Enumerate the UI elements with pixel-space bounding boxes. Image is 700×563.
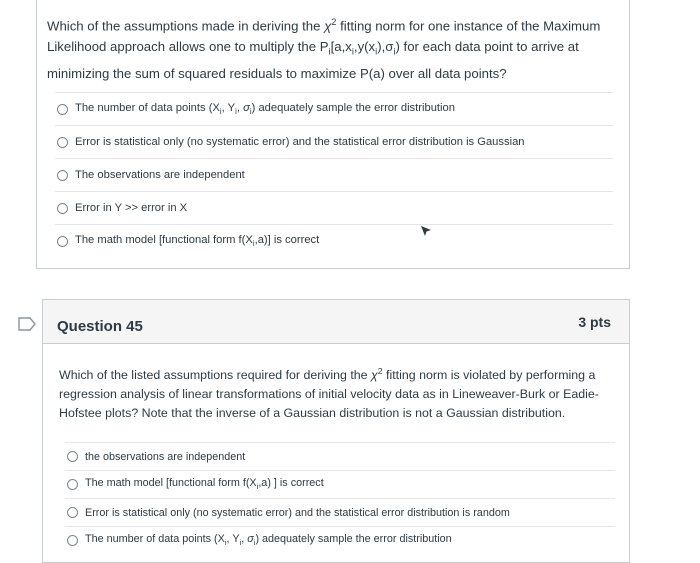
superscript: 2 [377, 366, 383, 376]
answer-option[interactable] [55, 191, 613, 224]
expr: ,y(x [353, 39, 376, 55]
answer-label: The observations are independent [75, 169, 245, 181]
question-header [43, 300, 629, 344]
answer-label: Error is statistical only (no systematic error) and the statistical error distribution is random [85, 506, 510, 519]
radio-button[interactable] [57, 203, 68, 214]
subscript: i [351, 47, 354, 58]
answer-option[interactable] [55, 158, 613, 191]
chi-symbol: χ [371, 368, 378, 383]
stem-text: fitting norm is violated by performing a regression analysis of linear transformations of initial velocity data as in Lineweaver-Burk or Eadie-Hofstee plots? Note that the inverse of a Gaussian distribution is not a Gaussian distribution. [59, 368, 599, 421]
stem-text: over all data points? [384, 66, 507, 82]
question-45-stem [59, 362, 615, 423]
answer-option[interactable] [55, 125, 613, 158]
answer-option[interactable] [65, 526, 615, 554]
expr: [a,x [330, 39, 352, 55]
radio-button[interactable] [67, 535, 78, 546]
subscript: i [375, 47, 378, 58]
stem-text: Which of the listed assumptions required for deriving the [59, 368, 371, 383]
expr: ) [395, 39, 400, 55]
question-44-stem [47, 12, 617, 84]
expr: ),σ [377, 39, 394, 55]
chi-symbol: χ [324, 18, 332, 34]
radio-button[interactable] [57, 104, 68, 115]
answer-option[interactable] [55, 92, 613, 125]
radio-button[interactable] [67, 451, 78, 462]
superscript: 2 [331, 17, 337, 27]
answer-label: The math model [functional form $f(X_i,a)$] is correct [75, 233, 320, 249]
answer-option[interactable] [65, 498, 615, 526]
question-45-answers [65, 442, 615, 554]
mouse-cursor-icon [420, 225, 432, 237]
radio-button[interactable] [67, 479, 78, 490]
radio-button[interactable] [57, 236, 68, 247]
flag-question-icon[interactable] [18, 317, 36, 331]
question-points: 3 pts [578, 314, 611, 330]
answer-option[interactable] [55, 224, 613, 257]
question-44-answers [55, 92, 613, 257]
answer-label: The math model [functional form $f(X_i,a)$ ] is correct [85, 477, 324, 492]
answer-option[interactable] [65, 442, 615, 470]
question-44-card [36, 0, 630, 269]
p-symbol: P [319, 39, 329, 55]
answer-label: Error in Y >> error in X [75, 202, 188, 214]
stem-text: for each data point to arrive at minimizing the sum of squared residuals to maximize [47, 39, 579, 82]
radio-button[interactable] [57, 170, 68, 181]
radio-button[interactable] [67, 507, 78, 518]
answer-label: Error is statistical only (no systematic error) and the statistical error distribution is Gaussian [75, 136, 525, 148]
answer-label: the observations are independent [85, 450, 246, 463]
answer-option[interactable] [65, 470, 615, 498]
p-a-text: P(a) [359, 66, 385, 82]
question-45-card [42, 299, 630, 563]
answer-label: The number of data points ($X_i$, $Y_i$, $\sigma_i$) adequately sample the error distribution [85, 533, 452, 548]
stem-text: Which of the assumptions made in deriving the [47, 18, 325, 34]
radio-button[interactable] [57, 137, 68, 148]
answer-label: The number of data points ($X_i$, $Y_i$, $\sigma_i$) adequately sample the error distribution [75, 101, 455, 117]
subscript: i [393, 47, 396, 58]
stem-text: fitting norm for one instance of the Maximum Likelihood approach allows one to multiply the [47, 18, 601, 55]
question-title: Question 45 [57, 318, 143, 335]
subscript: i [328, 47, 331, 58]
